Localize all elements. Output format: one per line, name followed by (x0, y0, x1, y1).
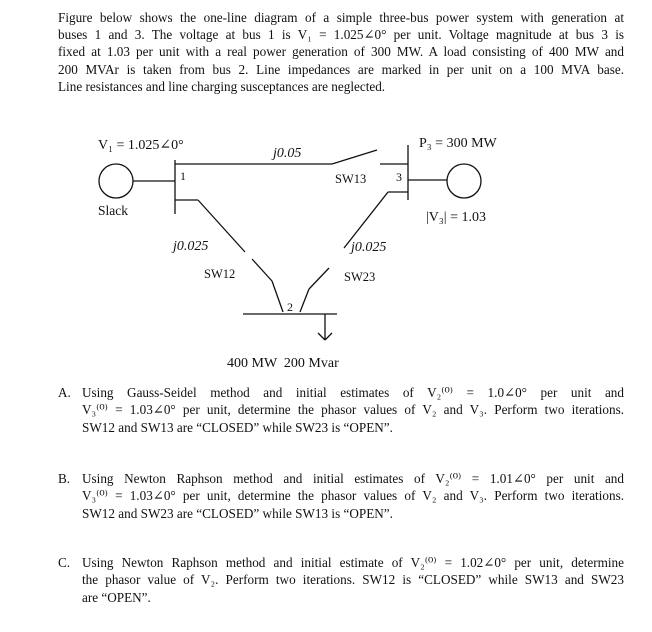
v3-label: |V₃| = 1.03 (426, 210, 486, 225)
intro-line: buses 1 and 3. The voltage at bus 1 is V₁ = 1.025∠0° per unit. Voltage magnitude at bus 3 is (58, 27, 624, 43)
question-b (58, 470, 624, 522)
question-label: B. (58, 471, 71, 486)
question-label: A. (58, 385, 71, 400)
slack-label: Slack (98, 203, 128, 218)
sw13-switch-blade (332, 150, 377, 164)
intro-line: Line resistances and line charging susceptances are neglected. (58, 78, 386, 94)
question-line: V₃⁽⁰⁾ = 1.03∠0° per unit, determine the phasor values of V₂ and V₃. Perform two iterations. (82, 488, 624, 504)
intro-line: fixed at 1.03 per unit with a real power generation of 300 MW. A load consisting of 400 MW and (58, 44, 624, 60)
sw13-label: SW13 (335, 172, 367, 186)
sw23-label: SW23 (344, 270, 376, 284)
bus2-number: 2 (287, 300, 293, 314)
question-a (58, 384, 624, 436)
z13-label: j0.05 (273, 146, 302, 161)
bus1-number: 1 (180, 169, 186, 183)
one-line-diagram (0, 128, 652, 374)
question-line: SW12 and SW13 are “CLOSED” while SW23 is “OPEN”. (82, 419, 393, 435)
bus3-number: 3 (396, 170, 402, 184)
generator-3-icon (447, 164, 481, 198)
z23-label: j0.025 (351, 240, 387, 255)
question-line: Using Newton Raphson method and initial estimates of V₂⁽⁰⁾ = 1.01∠0° per unit and (82, 471, 624, 486)
load-label: 400 MW 200 Mvar (227, 356, 339, 371)
p3-label: P₃ = 300 MW (419, 136, 497, 151)
generator-1-icon (99, 164, 133, 198)
question-line: are “OPEN”. (82, 589, 151, 605)
question-line: Using Newton Raphson method and initial estimate of V₂⁽⁰⁾ = 1.02∠0° per unit, determine (82, 555, 624, 570)
sw12-switch-blade (252, 259, 272, 281)
sw23-switch-blade (309, 268, 329, 289)
question-label: C. (58, 555, 71, 570)
line12-c (272, 281, 283, 312)
load-arrow-left (318, 333, 325, 340)
question-line: V₃⁽⁰⁾ = 1.03∠0° per unit, determine the phasor values of V₂ and V₃. Perform two iterations. (82, 402, 624, 418)
z12-label: j0.025 (173, 239, 209, 254)
question-line: the phasor value of V₂. Perform two iterations. SW12 is “CLOSED” while SW13 and SW23 (82, 572, 624, 588)
question-c (58, 554, 624, 606)
line23-c (300, 289, 309, 312)
sw12-label: SW12 (204, 267, 236, 281)
question-line: Using Gauss-Seidel method and initial estimates of V₂⁽⁰⁾ = 1.0∠0° per unit and (82, 385, 624, 400)
v1-label: V₁ = 1.025∠0° (98, 138, 184, 153)
load-arrow-right (325, 333, 332, 340)
intro-line: Figure below shows the one-line diagram of a simple three-bus power system with generation at (58, 10, 624, 25)
question-line: SW12 and SW23 are “CLOSED” while SW13 is “OPEN”. (82, 505, 393, 521)
intro-line: 200 MVAr is taken from bus 2. Line impedances are marked in per unit on a 100 MVA base. (58, 61, 624, 77)
problem-statement (58, 9, 624, 95)
